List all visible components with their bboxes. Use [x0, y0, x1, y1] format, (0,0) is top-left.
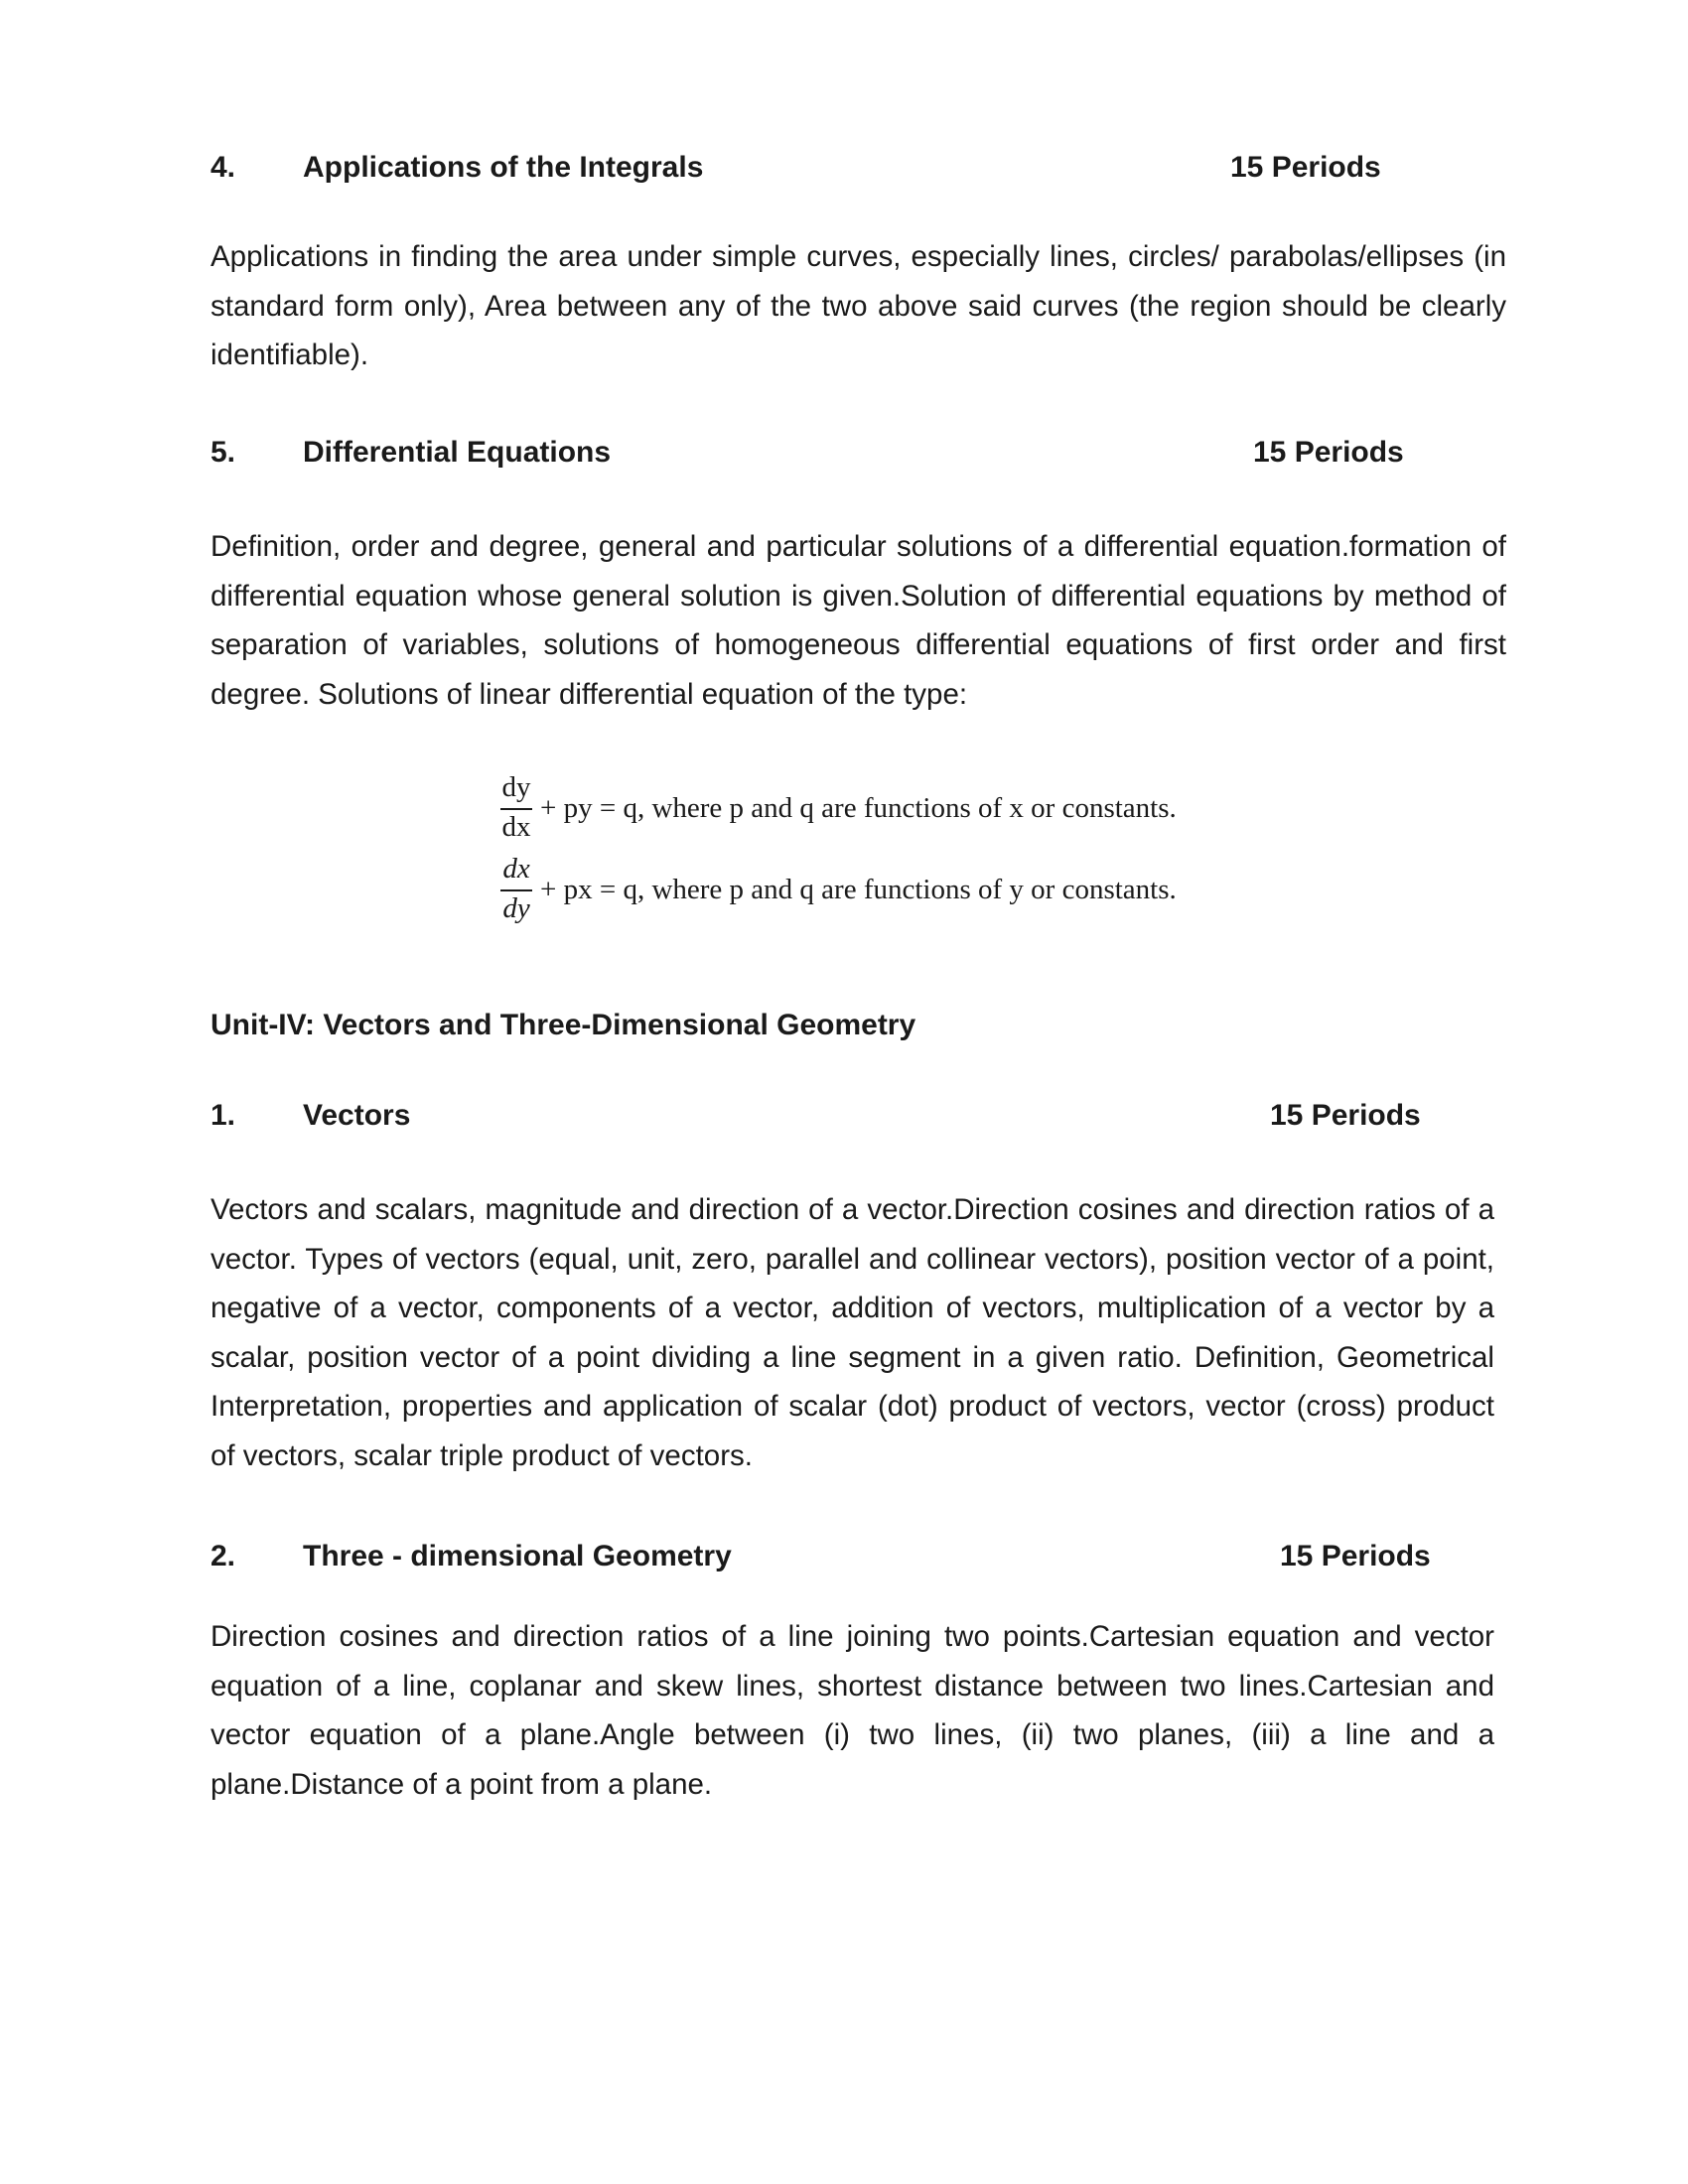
section-heading-three-dimensional-geometry — [211, 1537, 1531, 1576]
equation-text: + py = q, where p and q are functions of x or constants. — [540, 792, 1177, 824]
section-number: 5. — [211, 436, 236, 469]
section-heading-vectors — [211, 1096, 1521, 1136]
section-periods: 15 Periods — [1230, 151, 1381, 184]
linear-de-equation-1 — [498, 770, 1253, 850]
section-body-three-dimensional-geometry: Direction cosines and direction ratios of a line joining two points.Cartesian equation and vector equation of a line, coplanar and skew lines, shortest distance between two lines.Cartesian and vector equation of a plane.Angle between (i) two lines, (ii) two planes, (iii) a line and a plane.Distance of a point from a plane. — [211, 1620, 1494, 1801]
section-periods: 15 Periods — [1253, 436, 1404, 469]
section-body-applications-of-integrals: Applications in finding the area under simple curves, especially lines, circles/ parabolas/ellipses (in standard form only), Area between any of the two above said curves (the region should be clearly identifiable). — [211, 240, 1506, 371]
fraction-numerator: dy — [501, 771, 531, 803]
section-body-vectors: Vectors and scalars, magnitude and direction of a vector.Direction cosines and direction ratios of a vector. Types of vectors (equal, unit, zero, parallel and collinear vectors), position vector of a point, negative of a vector, components of a vector, addition of vectors, multiplication of a vector by a scalar, position vector of a point dividing a line segment in a given ratio. Definition, Geometrical Interpretation, properties and application of scalar (dot) product of vectors, vector (cross) product of vectors, scalar triple product of vectors. — [211, 1193, 1494, 1472]
linear-de-equation-2 — [498, 852, 1253, 931]
section-heading-differential-equations — [211, 433, 1521, 473]
section-periods: 15 Periods — [1270, 1099, 1421, 1132]
unit-title: Unit-IV: Vectors and Three-Dimensional Geometry — [211, 1009, 916, 1041]
fraction-denominator: dy — [502, 892, 530, 924]
section-title: Vectors — [303, 1099, 411, 1132]
fraction-denominator: dx — [501, 811, 531, 843]
section-number: 2. — [211, 1540, 236, 1572]
section-heading-applications-of-integrals — [211, 148, 1501, 188]
section-periods: 15 Periods — [1280, 1540, 1431, 1572]
fraction-numerator: dx — [502, 853, 530, 885]
section-title: Differential Equations — [303, 436, 612, 469]
section-body-differential-equations: Definition, order and degree, general and particular solutions of a differential equation.formation of differential equation whose general solution is given.Solution of differential equations by method of separation of variables, solutions of homogeneous differential equations of first order and first degree. Solutions of linear differential equation of the type: — [211, 530, 1506, 711]
section-title: Applications of the Integrals — [303, 151, 704, 184]
equation-text: + px = q, where p and q are functions of y or constants. — [540, 874, 1177, 905]
section-title: Three - dimensional Geometry — [303, 1540, 732, 1572]
section-number: 4. — [211, 151, 236, 184]
section-number: 1. — [211, 1099, 236, 1132]
